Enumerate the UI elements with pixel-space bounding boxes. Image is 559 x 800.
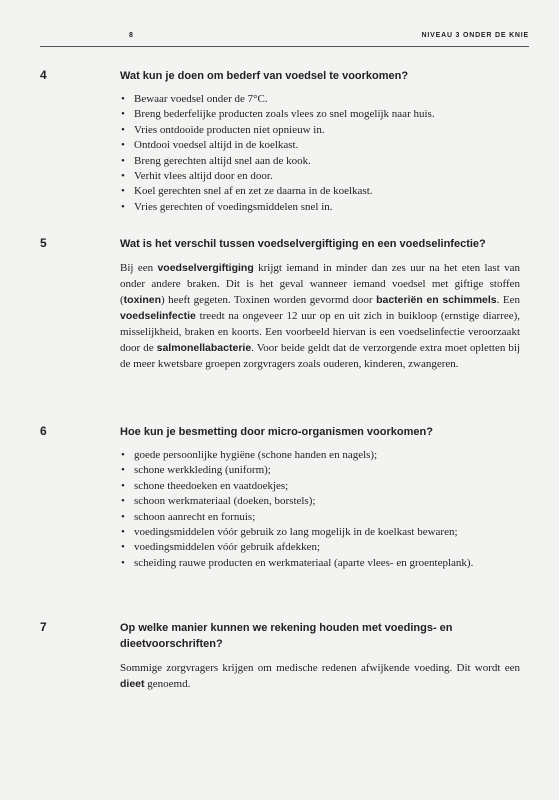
list-item-text: Breng bederfelijke producten zoals vlees zo snel mogelijk naar huis. [134, 108, 435, 121]
question-number: 4 [40, 68, 47, 82]
list-item [120, 510, 520, 525]
list-item-text: schoon werkmateriaal (doeken, borstels); [134, 495, 316, 508]
bullet-icon: • [121, 93, 125, 105]
list-item [120, 463, 520, 478]
list-item [120, 184, 520, 199]
bullet-icon: • [121, 556, 125, 569]
paragraph-text: ) heeft gegeten. Toxinen worden gevormd door [161, 294, 377, 306]
paragraph-text: Bij een [120, 262, 158, 274]
key-term: voedselinfectie [120, 310, 196, 322]
question-body [120, 236, 520, 372]
question-title: Hoe kun je besmetting door micro-organismen voorkomen? [120, 426, 433, 438]
bullet-icon: • [121, 170, 125, 183]
list-item-text: Breng gerechten altijd snel aan de kook. [134, 154, 311, 167]
bullet-icon: • [121, 139, 125, 152]
list-item-text: voedingsmiddelen vóór gebruik afdekken; [134, 541, 321, 554]
paragraph-text: . Voor beide geldt dat de verzorgende extra moet opletten bij de meer kwetsbare groepen zorgvragers zoals ouderen, kinderen, zwangeren. [120, 342, 520, 370]
paragraph-text: genoemd. [144, 678, 191, 690]
bullet-icon: • [121, 449, 125, 461]
list-item-text: scheiding rauwe producten en werkmateriaal (aparte vlees- en groenteplank). [134, 556, 474, 569]
list-item [120, 92, 520, 107]
bullet-icon: • [121, 464, 125, 477]
list-item [120, 448, 520, 463]
page-number: 8 [129, 32, 134, 39]
list-item [120, 494, 520, 509]
question-title: Wat kun je doen om bederf van voedsel te voorkomen? [120, 70, 409, 82]
bullet-icon: • [121, 185, 125, 198]
list-item [120, 200, 520, 215]
page-header [40, 32, 529, 47]
bullet-icon: • [121, 479, 125, 492]
paragraph-text: Sommige zorgvragers krijgen om medische redenen afwijkende voeding. Dit wordt een [120, 662, 520, 674]
list-item [120, 138, 520, 153]
list-item [120, 154, 520, 169]
question-number: 5 [40, 236, 47, 250]
running-title: NIVEAU 3 ONDER DE KNIE [421, 32, 529, 39]
bullet-list [120, 448, 520, 571]
key-term: dieet [120, 678, 145, 690]
list-item [120, 107, 520, 122]
answer-paragraph [120, 260, 520, 372]
bullet-icon: • [121, 123, 125, 136]
paragraph-text: krijgt iemand in minder dan zes uur na het eten last van onder andere braken. Dit is het geval wanneer iemand voedsel met giftige stoffen ( [120, 262, 521, 306]
list-item-text: Koel gerechten snel af en zet ze daarna in de koelkast. [134, 185, 373, 198]
question-title: Wat is het verschil tussen voedselvergiftiging en een voedselinfectie? [120, 238, 486, 250]
list-item-text: schone theedoeken en vaatdoekjes; [134, 479, 289, 492]
key-term: toxinen [123, 294, 162, 306]
list-item-text: schone werkkleding (uniform); [134, 464, 271, 477]
bullet-icon: • [121, 541, 125, 554]
bullet-icon: • [121, 108, 125, 121]
question-number: 7 [40, 620, 47, 634]
list-item-text: schoon aanrecht en fornuis; [134, 510, 256, 523]
bullet-icon: • [121, 510, 125, 523]
list-item [120, 525, 520, 540]
question-title: Op welke manier kunnen we rekening houden met voedings- en dieetvoorschriften? [120, 622, 453, 650]
list-item [120, 123, 520, 138]
list-item [120, 479, 520, 494]
bullet-icon: • [121, 495, 125, 508]
bullet-list [120, 92, 520, 215]
question-body [120, 68, 520, 215]
list-item-text: Verhit vlees altijd door en door. [134, 170, 273, 183]
bullet-icon: • [121, 526, 125, 539]
list-item-text: goede persoonlijke hygiëne (schone handen en nagels); [134, 449, 378, 461]
answer-paragraph [120, 660, 520, 692]
list-item [120, 540, 520, 555]
key-term: salmonellabacterie [156, 342, 252, 354]
bullet-icon: • [121, 200, 125, 213]
list-item-text: voedingsmiddelen vóór gebruik zo lang mogelijk in de koelkast bewaren; [134, 526, 458, 539]
list-item-text: Ontdooi voedsel altijd in de koelkast. [134, 139, 299, 152]
question-number: 6 [40, 424, 47, 438]
list-item [120, 169, 520, 184]
key-term: voedselvergiftiging [157, 262, 254, 274]
list-item-text: Vries ontdooide producten niet opnieuw in. [134, 123, 325, 136]
key-term: bacteriën en schimmels [376, 294, 497, 306]
list-item [120, 556, 520, 571]
bullet-icon: • [121, 154, 125, 167]
paragraph-text: . Een [496, 294, 520, 306]
list-item-text: Vries gerechten of voedingsmiddelen snel in. [134, 200, 333, 213]
list-item-text: Bewaar voedsel onder de 7°C. [134, 93, 268, 105]
question-body [120, 620, 520, 692]
question-body [120, 424, 520, 571]
paragraph-text: treedt na ongeveer 12 uur op en uit zich in buikloop (ernstige diarree), misselijkheid, braken en koorts. Een voorbeeld hiervan is een voedselinfectie veroorzaakt door de [120, 310, 520, 354]
